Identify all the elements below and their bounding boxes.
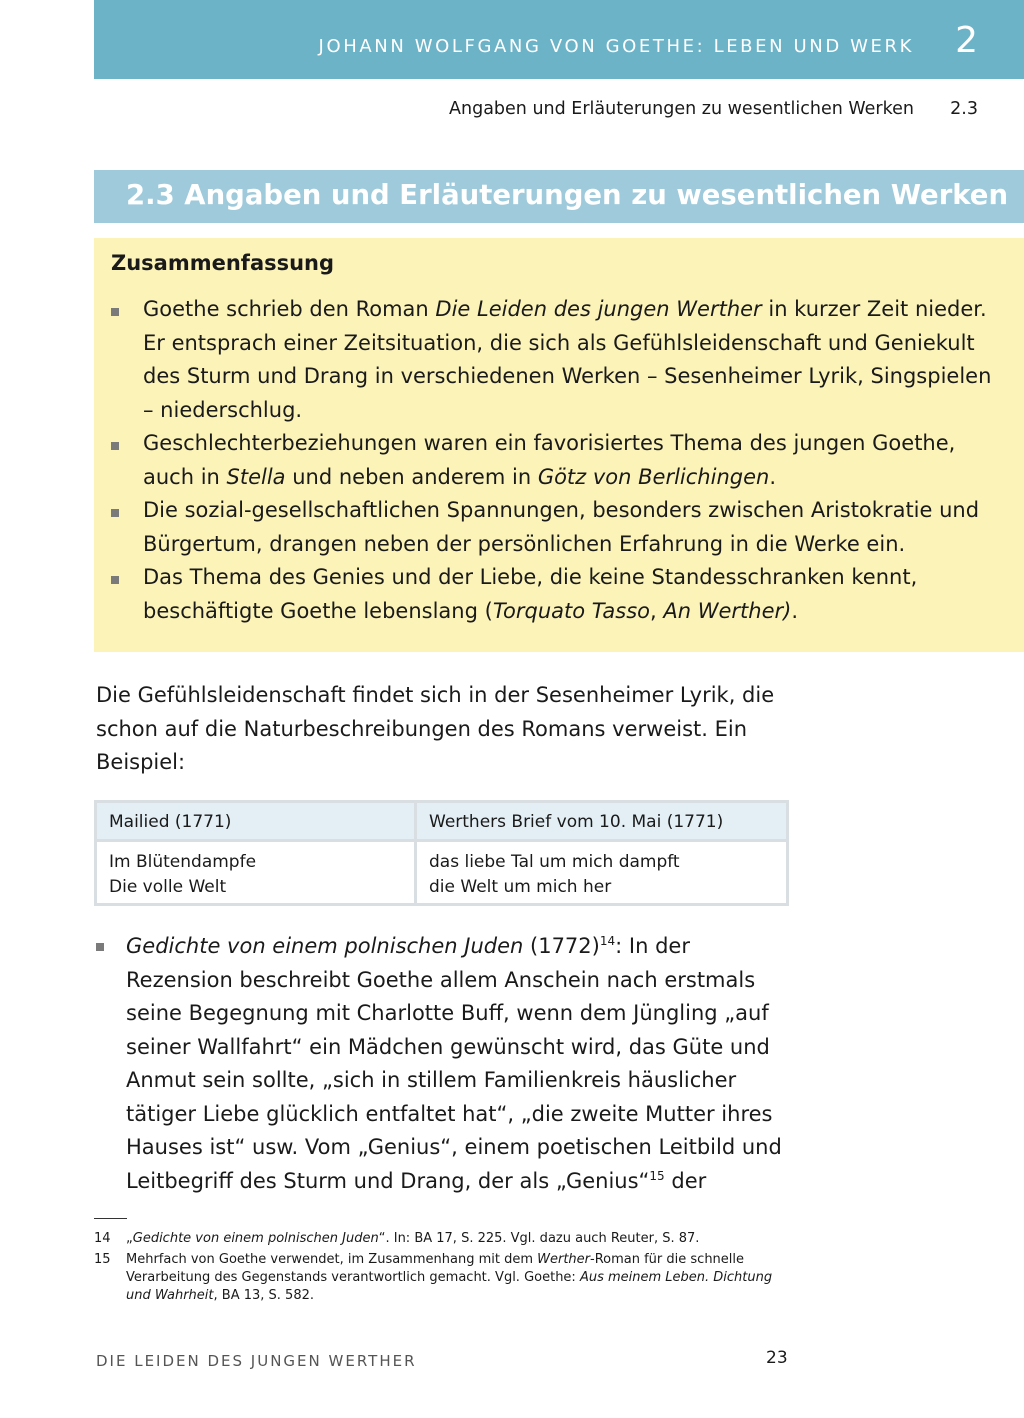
footnote-number: 14 [94,1231,111,1246]
subsection-title: Angaben und Erläuterungen zu wesentlichen Werken [449,99,914,119]
work-title: Torquato Tasso [492,598,651,623]
square-bullet-icon [96,943,104,951]
footnotes [94,1230,794,1308]
work-list [96,930,796,1198]
work-title: Stella [226,464,286,489]
cell-line: die Welt um mich her [429,877,612,897]
work-item [96,930,796,1198]
footnote-text: , BA 13, S. 582. [213,1288,314,1303]
work-title: Gedichte von einem polnischen Juden [126,934,524,958]
summary-text: Goethe schrieb den Roman [143,297,436,321]
table-cell [96,841,416,905]
footnote-number: 15 [94,1252,111,1267]
square-bullet-icon [111,576,119,584]
subsection-header [300,99,978,125]
footnote-text: Mehrfach von Goethe verwendet, im Zusammenhang mit dem [126,1252,538,1267]
square-bullet-icon [111,442,119,450]
footnote [94,1230,794,1248]
footnote-title: Gedichte von einem polnischen Juden [132,1231,379,1246]
cell-line: Die volle Welt [109,877,227,897]
comparison-table [94,800,789,906]
chapter-number: 2 [955,20,978,61]
table-cell [416,841,788,905]
footnote-text: “. In: BA 17, S. 225. Vgl. dazu auch Reuter, S. 87. [378,1231,700,1246]
footnote-text: -Roman für die schnelle Verarbeitung des Gegenstands verantwortlich gemacht. Vgl. Goethe: [126,1252,745,1285]
square-bullet-icon [111,308,119,316]
summary-item [108,561,1000,628]
summary-list [108,293,1000,628]
work-title: An Werther) [663,598,792,623]
running-title: JOHANN WOLFGANG VON GOETHE: LEBEN UND WERK [318,36,914,57]
intro-paragraph: Die Gefühlsleidenschaft findet sich in der Sesenheimer Lyrik, die schon auf die Naturbeschreibungen des Romans verweist. Ein Beispiel: [96,683,775,774]
summary-item [108,427,1000,494]
summary-text: . [769,464,777,489]
summary-item [108,293,1000,427]
footnote [94,1251,794,1305]
column-header: Mailied (1771) [96,802,416,841]
column-header: Werthers Brief vom 10. Mai (1771) [416,802,788,841]
work-year: (1772) [523,934,600,958]
footer-book-title: DIE LEIDEN DES JUNGEN WERTHER [96,1352,417,1370]
section-title-bar [94,170,1024,223]
section-title: 2.3 Angaben und Erläuterungen zu wesentlichen Werken [126,179,1009,211]
cell-line: Im Blütendampfe [109,852,257,872]
chapter-header-bar [94,0,1024,79]
work-description: der [664,1168,707,1193]
summary-text: Das Thema des Genies und der Liebe, die keine Standesschranken kennt, beschäftigte Goethe lebenslang ( [143,565,918,623]
summary-text: , [650,598,664,623]
summary-box [94,238,1024,652]
footnote-ref[interactable]: 14 [599,934,616,948]
summary-item [108,494,1000,561]
work-title: Götz von Berlichingen [537,464,770,489]
table-header-row [96,802,788,841]
footnote-ref[interactable]: 15 [649,1168,665,1183]
summary-text: und neben anderem in [285,464,538,489]
cell-line: das liebe Tal um mich dampft [429,852,680,872]
summary-text: in kurzer Zeit nieder. Er entsprach einer Zeitsituation, die sich als Gefühlsleidenschaft und Geniekult des Sturm und Drang in verschiedenen Werken – Sesenheimer Lyrik, Singspielen – niederschlug. [143,297,992,422]
summary-text: . [791,598,799,623]
square-bullet-icon [111,509,119,517]
table-row [96,841,788,905]
footnote-text: „ [126,1231,133,1246]
subsection-number: 2.3 [950,99,978,119]
summary-text: Die sozial-gesellschaftlichen Spannungen, besonders zwischen Aristokratie und Bürgertum, drangen neben der persönlichen Erfahrung in die Werke ein. [143,498,980,556]
footnote-title: Werther [537,1252,591,1267]
work-title: Die Leiden des jungen Werther [435,297,762,321]
page-number: 23 [766,1348,788,1368]
footnote-title: Aus meinem Leben. Dichtung und Wahrheit [126,1270,773,1303]
work-description: : In der Rezension beschreibt Goethe allem Anschein nach erstmals seine Begegnung mit Charlotte Buff, wenn dem Jüngling „auf seiner Wallfahrt“ ein Mädchen gewünscht wird, das Güte und Anmut sein sollte, „sich in stillem Familienkreis häuslicher tätiger Liebe glücklich entfaltet hat“, „die zweite Mutter ihres Hauses ist“ usw. Vom „Genius“, einem poetischen Leitbild und Leitbegriff des Sturm und Drang, der als „Genius“ [126,934,782,1193]
summary-heading: Zusammenfassung [111,251,335,275]
footnote-divider [94,1218,127,1219]
summary-text: Geschlechterbeziehungen waren ein favorisiertes Thema des jungen Goethe, auch in [143,431,956,489]
